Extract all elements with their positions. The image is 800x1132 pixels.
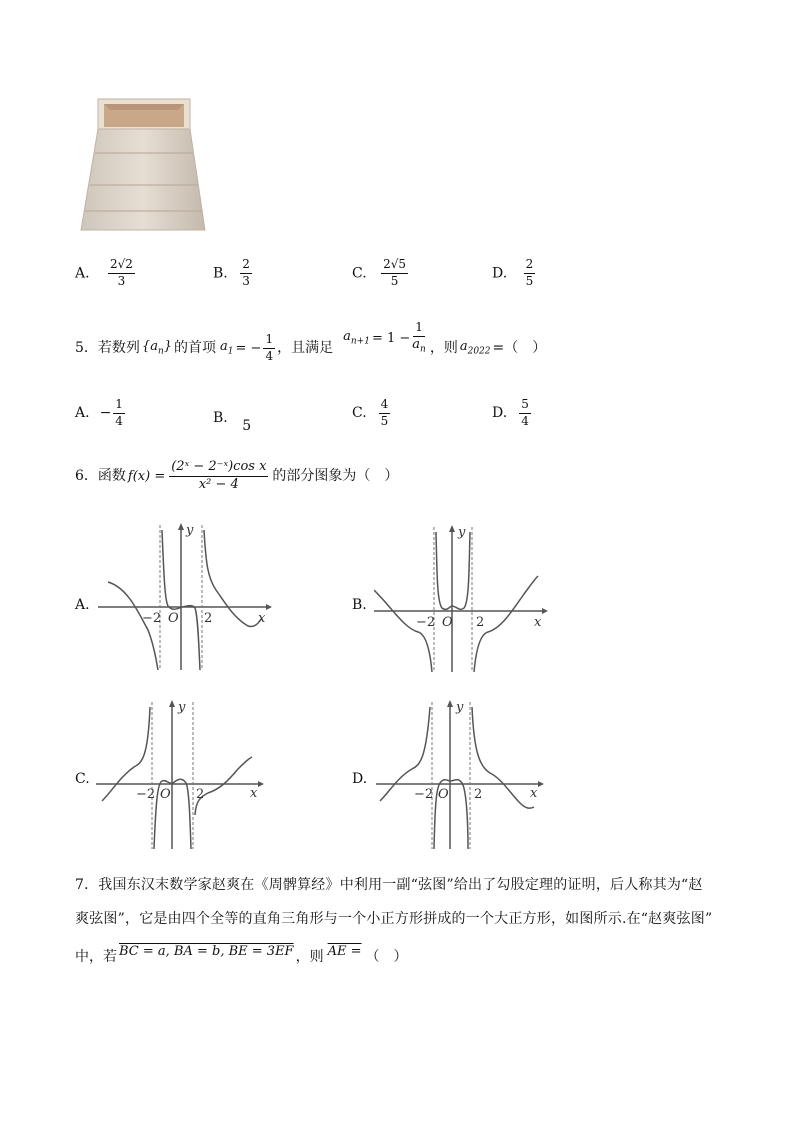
q4-option-d[interactable] <box>492 258 535 289</box>
target-term: $a_{2022}$ <box>459 338 491 357</box>
x-label: x <box>534 615 542 630</box>
tick-right: 2 <box>474 787 483 802</box>
q6-graph-a[interactable] <box>98 520 273 680</box>
fraction <box>108 258 135 289</box>
denominator: 5 <box>390 273 399 288</box>
q6-stem <box>75 455 398 497</box>
y-label: y <box>456 700 464 715</box>
denominator: 3 <box>117 273 126 288</box>
option-letter: B. <box>213 410 228 426</box>
numerator: 2 <box>240 258 252 274</box>
q5-text-2: 的首项 <box>174 340 217 356</box>
fraction <box>240 258 252 289</box>
tick-right: 2 <box>196 787 205 802</box>
x-label: x <box>530 786 538 801</box>
curve-far-right <box>204 530 262 627</box>
vector-condition: BC = a, BA = b, BE = 3EF <box>119 943 294 959</box>
vector-target: AE = <box>327 943 362 959</box>
x-label: x <box>250 786 258 801</box>
q7-text-3: （ ） <box>365 949 408 965</box>
tick-left: −2 <box>136 787 156 802</box>
wooden-box-figure <box>74 95 214 235</box>
q5-option-b[interactable] <box>213 410 252 434</box>
q7-line-2: 爽弦图”，它是由四个全等的直角三角形与一个小正方形拼成的一个大正方形，如图所示.在“赵爽弦图” <box>75 911 713 927</box>
x-axis-arrow <box>542 608 548 614</box>
denominator: 5 <box>525 273 534 288</box>
origin-label: O <box>438 787 449 802</box>
option-letter: C. <box>352 405 367 422</box>
q6-text-1: 函数 <box>97 468 126 484</box>
origin-label: O <box>160 787 171 802</box>
q7-text-2: ，则 <box>295 949 324 965</box>
q5-text-4: ，则 <box>429 340 458 356</box>
curve-far-left <box>108 582 158 670</box>
fraction: $\frac{1}{4}$ <box>115 397 123 428</box>
option-letter: B. <box>213 265 228 282</box>
y-axis-arrow <box>447 700 453 707</box>
y-axis-arrow <box>178 523 184 530</box>
option-letter: A. <box>75 405 90 422</box>
y-label: y <box>178 700 186 715</box>
q6-option-d-letter[interactable]: D. <box>352 771 368 787</box>
option-letter: C. <box>352 265 367 282</box>
x-axis-arrow <box>258 781 264 787</box>
x-axis-arrow <box>538 781 544 787</box>
q7-line-1: 7．我国东汉末数学家赵爽在《周髀算经》中利用一副“弦图”给出了勾股定理的证明，后人称其为“赵 <box>75 877 703 893</box>
minus-sign: − <box>99 405 112 422</box>
tick-right: 2 <box>204 611 213 626</box>
option-value: 5 <box>242 418 252 434</box>
tick-left: −2 <box>416 615 436 630</box>
option-letter: D. <box>492 265 508 282</box>
target-equals: =（ ） <box>492 340 547 356</box>
q4-option-b[interactable] <box>213 258 252 289</box>
tick-left: −2 <box>414 787 434 802</box>
sequence-symbol: $\{a_n\}$ <box>141 338 173 357</box>
x-label: x <box>258 611 266 626</box>
q6-option-a-letter[interactable]: A. <box>75 597 90 613</box>
q6-text-2: 的部分图象为（ ） <box>272 468 399 484</box>
q5-text-1: 若数列 <box>97 340 140 356</box>
origin-label: O <box>442 615 453 630</box>
curve-center <box>436 532 470 609</box>
recurrence-lhs: $a_{n+1}$ <box>343 328 370 347</box>
q6-option-c-letter[interactable]: C. <box>75 771 90 787</box>
y-axis-arrow <box>169 700 175 707</box>
recurrence-fraction: $\frac{1}{a_n}$ <box>412 320 426 355</box>
curve-far-right <box>195 757 252 815</box>
q6-graph-d[interactable] <box>376 697 551 857</box>
numerator: 2√2 <box>108 258 135 274</box>
y-label: y <box>186 523 194 538</box>
q5-text-3: ，且满足 <box>277 340 334 356</box>
numerator: 2 <box>524 258 536 274</box>
q5-number: 5． <box>75 340 98 356</box>
tick-right: 2 <box>476 615 485 630</box>
recurrence-mid: = 1 − <box>371 330 411 346</box>
q4-option-a[interactable] <box>75 258 135 289</box>
q6-number: 6． <box>75 468 98 484</box>
q5-option-a[interactable] <box>75 398 125 429</box>
q4-option-c[interactable] <box>352 258 408 289</box>
first-term-equals: = − <box>235 340 262 356</box>
q7-text-1: 中，若 <box>75 949 117 965</box>
first-term: $a_1$ <box>220 338 234 357</box>
curve-far-left <box>374 590 432 672</box>
x-axis-arrow <box>266 604 272 610</box>
tick-left: −2 <box>142 611 162 626</box>
q5-option-c[interactable] <box>352 398 390 429</box>
option-letter: A. <box>75 265 90 282</box>
q6-option-b-letter[interactable]: B. <box>352 597 367 613</box>
q5-stem <box>75 320 547 370</box>
first-term-fraction: $\frac{1}{4}$ <box>265 331 274 363</box>
function-fraction: $\frac{\text{(2ˣ − 2⁻ˣ)cos x}}{\text{x² − 4}}$ <box>171 458 267 492</box>
q6-graph-c[interactable] <box>96 697 271 857</box>
q6-graph-b[interactable] <box>374 522 549 682</box>
fraction <box>381 258 408 289</box>
fraction: $\frac{5}{4}$ <box>521 397 529 428</box>
q7-line-3 <box>75 943 408 965</box>
option-letter: D. <box>492 405 508 422</box>
origin-label: O <box>168 611 179 626</box>
fraction <box>524 258 536 289</box>
denominator: 3 <box>242 273 250 288</box>
fraction: $\frac{4}{5}$ <box>380 397 389 428</box>
numerator: 2√5 <box>381 258 408 274</box>
function-lhs: f(x) = <box>127 468 166 484</box>
y-label: y <box>458 525 466 540</box>
y-axis-arrow <box>449 525 455 532</box>
q5-option-d[interactable] <box>492 398 531 429</box>
